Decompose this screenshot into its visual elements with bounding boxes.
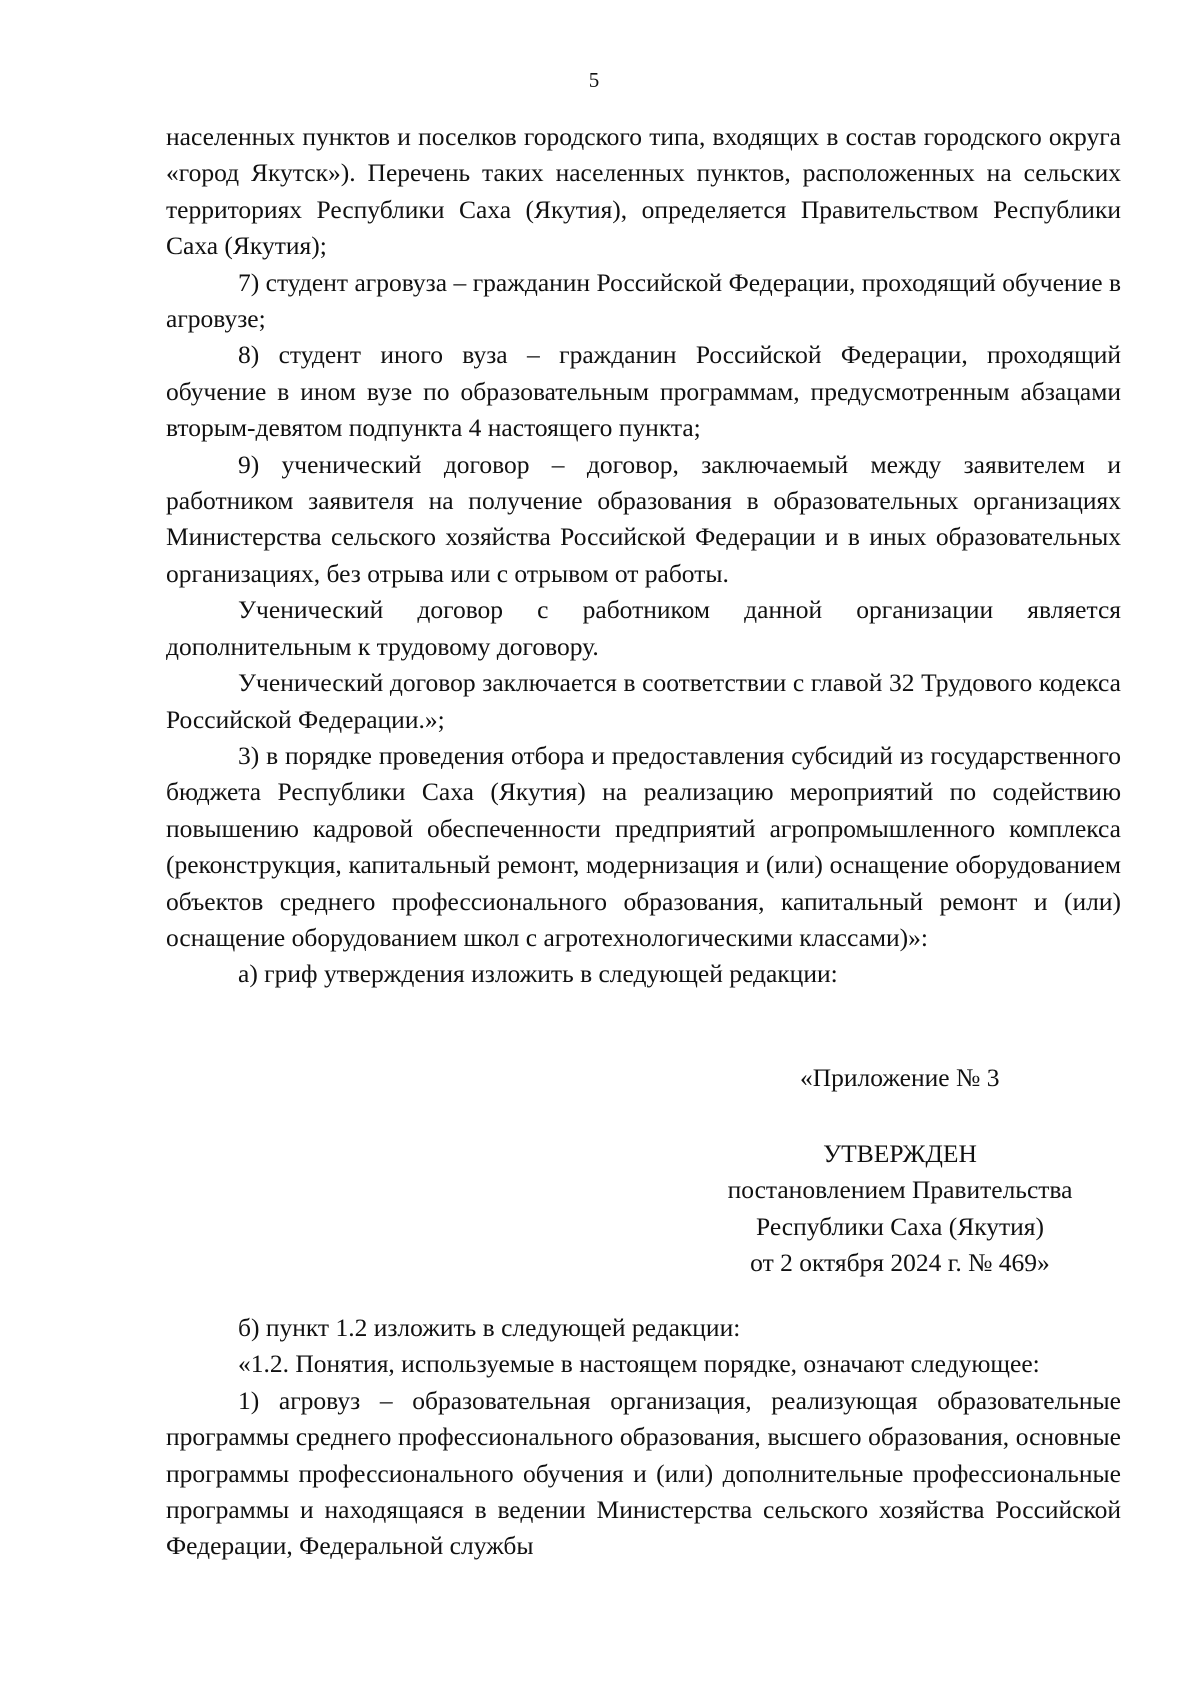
document-body [166,119,1121,993]
paragraph-item-3: 3) в порядке проведения отбора и предоставления субсидий из государственного бюджета Республики Саха (Якутия) на реализацию мероприятий по содействию повышению кадровой обеспеченности предприятий агропромышленного комплекса (реконструкция, капитальный ремонт, модернизация и (или) оснащение оборудованием объектов среднего профессионального образования, капитальный ремонт и (или) оснащение оборудованием школ с агротехнологическими классами)»: [166,740,1121,952]
page-number: 5 [588,68,600,92]
paragraph-clause-1-2: «1.2. Понятия, используемые в настоящем порядке, означают следующее: [238,1349,1040,1379]
paragraph-item-1: 1) агровуз – образовательная организация, реализующая образовательные программы среднего профессионального образования, высшего образования, основные программы профессионального обучения и (или) дополнительные профессиональные программы и находящаяся в ведении Министерства сельского хозяйства Российской Федерации, Федеральной службы [166,1385,1121,1561]
approved-heading: УТВЕРЖДЕН [823,1139,977,1168]
approval-stamp-block [680,1136,1120,1282]
paragraph-item-9: 9) ученический договор – договор, заключаемый между заявителем и работником заявителя на получение образования в образовательных организациях Министерства сельского хозяйства Российской Федерации и в иных образовательных организациях, без отрыва или с отрывом от работы. [166,449,1121,588]
document-body-continued [166,1310,1121,1565]
paragraph-item-b: б) пункт 1.2 изложить в следующей редакции: [238,1313,741,1342]
approval-line: Республики Саха (Якутия) [755,1211,1045,1241]
approval-line: постановлением Правительства [727,1175,1073,1205]
appendix-label: «Приложение № 3 [800,1063,1000,1092]
paragraph: Ученический договор с работником данной организации является дополнительным к трудовому договору. [166,595,1121,661]
paragraph-item-7: 7) студент агровуза – гражданин Российской Федерации, проходящий обучение в агровузе; [166,267,1121,334]
paragraph: Ученический договор заключается в соответствии с главой 32 Трудового кодекса Российской Федерации.»; [166,668,1121,734]
paragraph-item-8: 8) студент иного вуза – гражданин Российской Федерации, проходящий обучение в ином вузе по образовательным программам, предусмотренным абзацами вторым-девятом подпункта 4 настоящего пункта; [166,340,1121,443]
paragraph-item-a: а) гриф утверждения изложить в следующей редакции: [238,959,838,989]
approval-date: от 2 октября 2024 г. № 469» [750,1248,1050,1278]
paragraph: населенных пунктов и поселков городского типа, входящих в состав городского округа «город Якутск»). Перечень таких населенных пунктов, расположенных на сельских территориях Республики Саха (Якутия), определяется Правительством Республики Саха (Якутия); [166,122,1121,261]
